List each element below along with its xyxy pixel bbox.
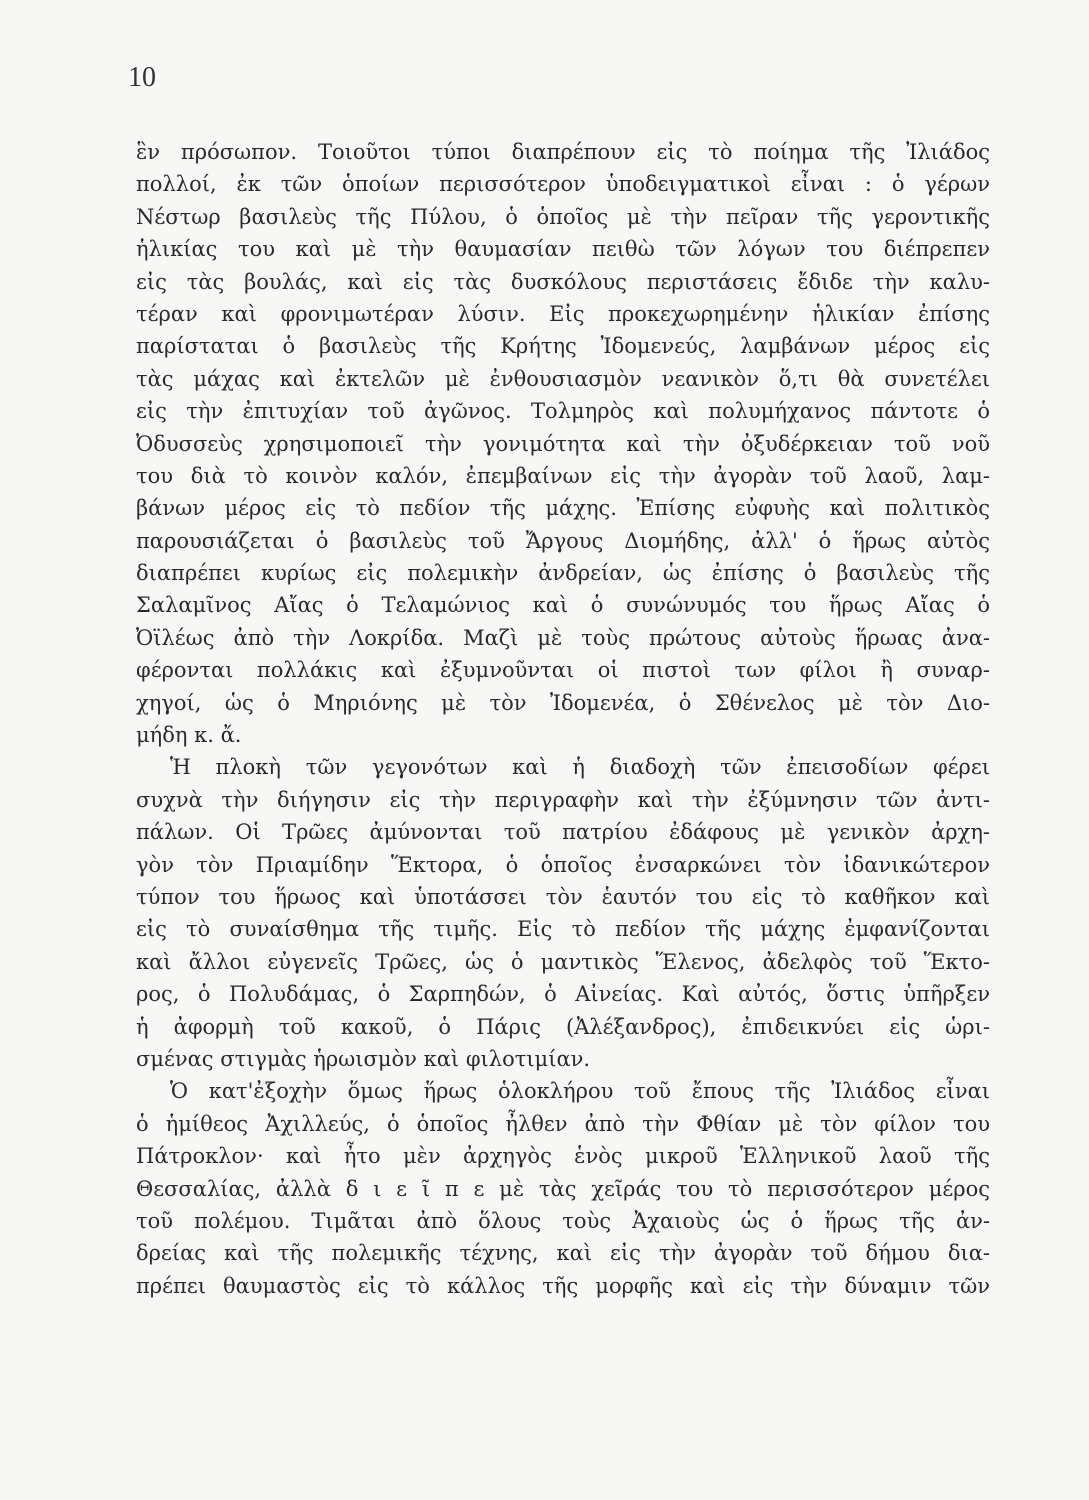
- text-line: σμένας στιγμὰς ἡρωισμὸν καὶ φιλοτιμίαν.: [136, 1046, 591, 1071]
- text-line: Ὀϊλέως ἀπὸ τὴν Λοκρίδα. Μαζὶ μὲ τοὺς πρώτους αὐτοὺς ἥρωας ἀνα-: [136, 625, 990, 650]
- text-line: Ἡ πλοκὴ τῶν γεγονότων καὶ ἡ διαδοχὴ τῶν ἐπεισοδίων φέρει: [170, 755, 990, 780]
- text-line: Θεσσαλίας, ἀλλὰ δ ι ε ῖ π ε μὲ τὰς χεῖράς του τὸ περισσότερον μέρος: [136, 1176, 990, 1201]
- text-line: Ὁ κατ'ἐξοχὴν ὅμως ἥρως ὁλοκλήρου τοῦ ἔπους τῆς Ἰλιάδος εἶναι: [170, 1079, 990, 1104]
- text-line: ρος, ὁ Πολυδάμας, ὁ Σαρπηδών, ὁ Αἰνείας. Καὶ αὐτός, ὅστις ὑπῆρξεν: [136, 982, 990, 1007]
- text-line: ἡ ἀφορμὴ τοῦ κακοῦ, ὁ Πάρις (Ἀλέξανδρος), ἐπιδεικνύει εἰς ὡρι-: [136, 1014, 990, 1039]
- text-line: καὶ ἄλλοι εὐγενεῖς Τρῶες, ὡς ὁ μαντικὸς Ἕλενος, ἀδελφὸς τοῦ Ἕκτο-: [136, 949, 990, 974]
- text-line: παρουσιάζεται ὁ βασιλεὺς τοῦ Ἄργους Διομήδης, ἀλλ' ὁ ἥρως αὐτὸς: [136, 528, 990, 553]
- text-line: μήδη κ. ἄ.: [136, 723, 242, 748]
- text-line: πάλων. Οἱ Τρῶες ἀμύνονται τοῦ πατρίου ἐδάφους μὲ γενικὸν ἀρχη-: [136, 820, 990, 845]
- text-line: Πάτροκλον· καὶ ἦτο μὲν ἀρχηγὸς ἑνὸς μικροῦ Ἑλληνικοῦ λαοῦ τῆς: [136, 1144, 990, 1169]
- text-line: εἰς τὴν ἐπιτυχίαν τοῦ ἀγῶνος. Τολμηρὸς καὶ πολυμήχανος πάντοτε ὁ: [136, 399, 990, 424]
- text-line: διαπρέπει κυρίως εἰς πολεμικὴν ἀνδρείαν, ὡς ἐπίσης ὁ βασιλεὺς τῆς: [136, 561, 990, 586]
- text-line: φέρονται πολλάκις καὶ ἐξυμνοῦνται οἱ πιστοὶ των φίλοι ἢ συναρ-: [136, 658, 990, 683]
- text-line: πολλοί, ἐκ τῶν ὁποίων περισσότερον ὑποδειγματικοὶ εἶναι : ὁ γέρων: [136, 172, 990, 197]
- text-line: συχνὰ τὴν διήγησιν εἰς τὴν περιγραφὴν καὶ τὴν ἐξύμνησιν τῶν ἀντι-: [136, 787, 990, 812]
- text-line: Ὀδυσσεὺς χρησιμοποιεῖ τὴν γονιμότητα καὶ τὴν ὀξυδέρκειαν τοῦ νοῦ: [136, 431, 990, 456]
- text-line: τύπον του ἥρωος καὶ ὑποτάσσει τὸν ἑαυτόν του εἰς τὸ καθῆκον καὶ: [136, 884, 990, 909]
- text-line: τοῦ πολέμου. Τιμᾶται ἀπὸ ὅλους τοὺς Ἀχαιοὺς ὡς ὁ ἥρως τῆς ἀν-: [136, 1208, 990, 1233]
- body-text: [136, 136, 990, 1302]
- text-line: δρείας καὶ τῆς πολεμικῆς τέχνης, καὶ εἰς τὴν ἀγορὰν τοῦ δήμου δια-: [136, 1241, 990, 1266]
- text-line: παρίσταται ὁ βασιλεὺς τῆς Κρήτης Ἰδομενεύς, λαμβάνων μέρος εἰς: [136, 334, 990, 359]
- text-line: Σαλαμῖνος Αἴας ὁ Τελαμώνιος καὶ ὁ συνώνυμός του ἥρως Αἴας ὁ: [136, 593, 990, 618]
- text-line: τέραν καὶ φρονιμωτέραν λύσιν. Εἰς προκεχωρημένην ἡλικίαν ἐπίσης: [136, 301, 990, 326]
- text-line: του διὰ τὸ κοινὸν καλόν, ἐπεμβαίνων εἰς τὴν ἀγορὰν τοῦ λαοῦ, λαμ-: [136, 463, 990, 488]
- text-line: πρέπει θαυμαστὸς εἰς τὸ κάλλος τῆς μορφῆς καὶ εἰς τὴν δύναμιν τῶν: [136, 1273, 990, 1298]
- text-line: γὸν τὸν Πριαμίδην Ἕκτορα, ὁ ὁποῖος ἐνσαρκώνει τὸν ἰδανικώτερον: [136, 852, 990, 877]
- text-line: Νέστωρ βασιλεὺς τῆς Πύλου, ὁ ὁποῖος μὲ τὴν πεῖραν τῆς γεροντικῆς: [136, 204, 990, 229]
- text-line: βάνων μέρος εἰς τὸ πεδίον τῆς μάχης. Ἐπίσης εὐφυὴς καὶ πολιτικὸς: [136, 496, 990, 521]
- text-line: εἰς τὸ συναίσθημα τῆς τιμῆς. Εἰς τὸ πεδίον τῆς μάχης ἐμφανίζονται: [136, 917, 990, 942]
- page-number: 10: [128, 62, 156, 93]
- text-line: ἓν πρόσωπον. Τοιοῦτοι τύποι διαπρέπουν εἰς τὸ ποίημα τῆς Ἰλιάδος: [136, 140, 990, 164]
- text-line: ὁ ἡμίθεος Ἀχιλλεύς, ὁ ὁποῖος ἦλθεν ἀπὸ τὴν Φθίαν μὲ τὸν φίλον του: [136, 1111, 990, 1136]
- text-line: εἰς τὰς βουλάς, καὶ εἰς τὰς δυσκόλους περιστάσεις ἔδιδε τὴν καλυ-: [136, 269, 990, 294]
- text-line: ἡλικίας του καὶ μὲ τὴν θαυμασίαν πειθὼ τῶν λόγων του διέπρεπεν: [136, 237, 990, 262]
- text-line: χηγοί, ὡς ὁ Μηριόνης μὲ τὸν Ἰδομενέα, ὁ Σθένελος μὲ τὸν Διο-: [136, 690, 990, 715]
- text-line: τὰς μάχας καὶ ἐκτελῶν μὲ ἐνθουσιασμὸν νεανικὸν ὅ,τι θὰ συνετέλει: [136, 366, 990, 391]
